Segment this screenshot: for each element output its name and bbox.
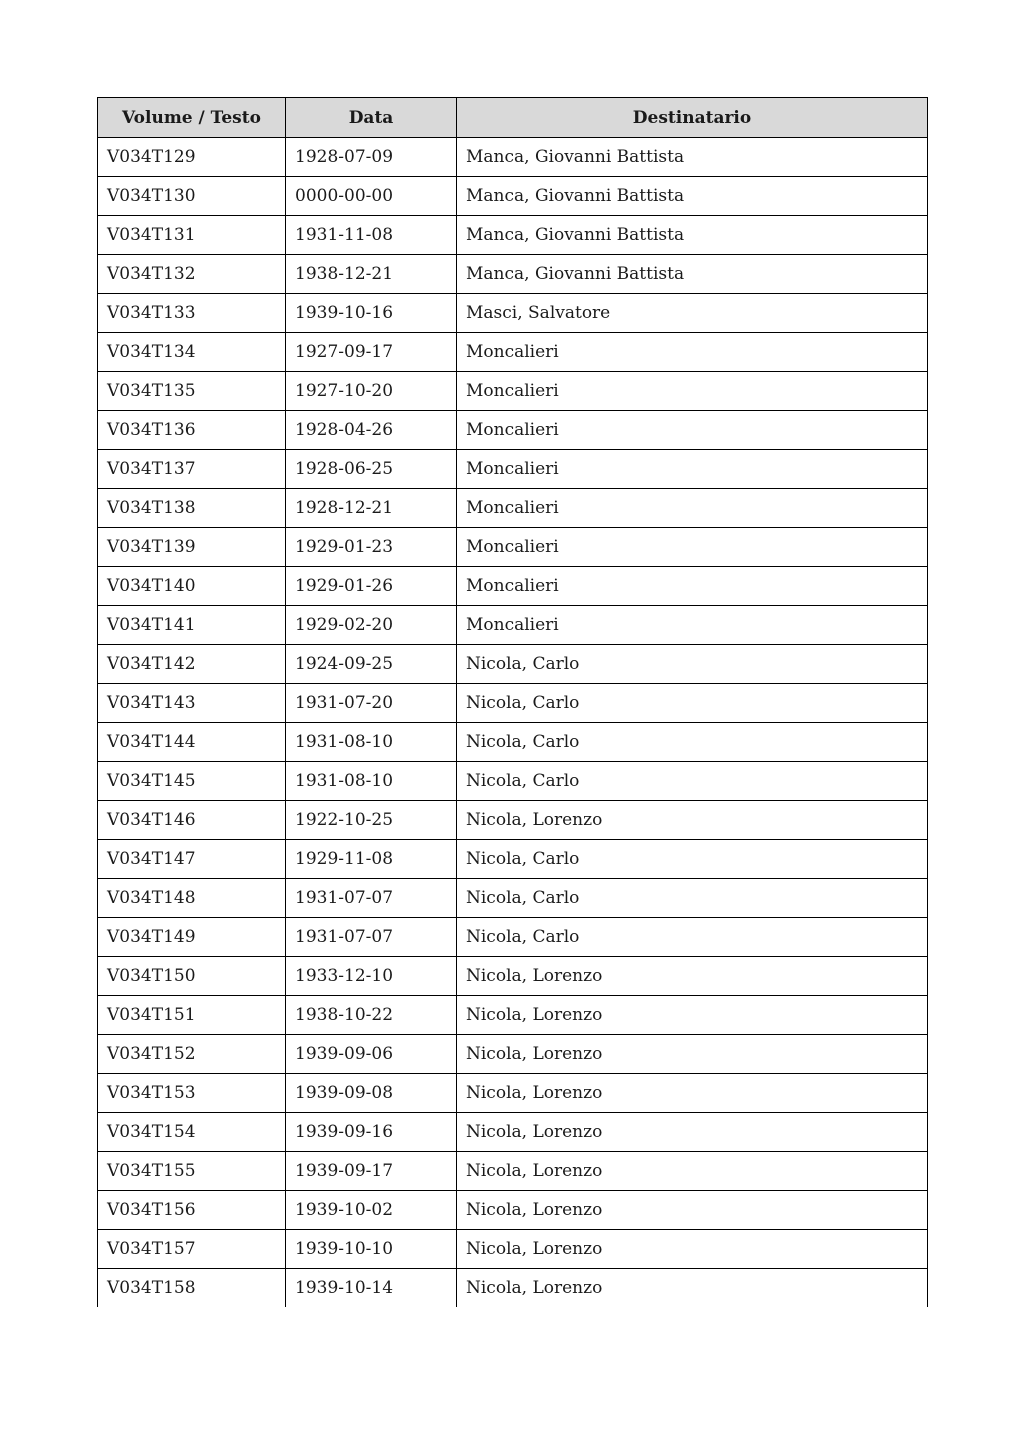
cell-data: 1939-10-16 [286, 294, 457, 333]
cell-destinatario: Moncalieri [457, 606, 928, 645]
cell-destinatario: Nicola, Carlo [457, 762, 928, 801]
cell-destinatario: Moncalieri [457, 372, 928, 411]
table-row [98, 684, 928, 723]
cell-data: 1939-09-16 [286, 1113, 457, 1152]
cell-destinatario: Nicola, Lorenzo [457, 996, 928, 1035]
cell-volume-testo: V034T153 [98, 1074, 286, 1113]
cell-volume-testo: V034T149 [98, 918, 286, 957]
table-row [98, 372, 928, 411]
table-row [98, 1269, 928, 1308]
cell-volume-testo: V034T155 [98, 1152, 286, 1191]
column-header-destinatario: Destinatario [457, 98, 928, 138]
cell-volume-testo: V034T140 [98, 567, 286, 606]
cell-destinatario: Nicola, Lorenzo [457, 1074, 928, 1113]
cell-data: 1931-08-10 [286, 762, 457, 801]
cell-data: 1939-10-14 [286, 1269, 457, 1308]
table-row [98, 1113, 928, 1152]
cell-destinatario: Nicola, Lorenzo [457, 1269, 928, 1308]
cell-destinatario: Moncalieri [457, 450, 928, 489]
cell-data: 1939-09-08 [286, 1074, 457, 1113]
cell-data: 1939-09-06 [286, 1035, 457, 1074]
cell-data: 1928-07-09 [286, 138, 457, 177]
cell-volume-testo: V034T157 [98, 1230, 286, 1269]
cell-volume-testo: V034T154 [98, 1113, 286, 1152]
table-row [98, 723, 928, 762]
cell-volume-testo: V034T158 [98, 1269, 286, 1308]
cell-volume-testo: V034T151 [98, 996, 286, 1035]
cell-data: 1939-09-17 [286, 1152, 457, 1191]
cell-data: 1928-04-26 [286, 411, 457, 450]
cell-destinatario: Manca, Giovanni Battista [457, 216, 928, 255]
cell-volume-testo: V034T138 [98, 489, 286, 528]
table-row [98, 489, 928, 528]
table-row [98, 1152, 928, 1191]
cell-volume-testo: V034T145 [98, 762, 286, 801]
cell-volume-testo: V034T134 [98, 333, 286, 372]
cell-destinatario: Nicola, Lorenzo [457, 1230, 928, 1269]
cell-volume-testo: V034T137 [98, 450, 286, 489]
table-row [98, 606, 928, 645]
cell-volume-testo: V034T150 [98, 957, 286, 996]
cell-data: 1929-01-23 [286, 528, 457, 567]
cell-volume-testo: V034T141 [98, 606, 286, 645]
table-row [98, 762, 928, 801]
cell-destinatario: Moncalieri [457, 411, 928, 450]
cell-data: 1931-11-08 [286, 216, 457, 255]
cell-volume-testo: V034T135 [98, 372, 286, 411]
cell-volume-testo: V034T142 [98, 645, 286, 684]
cell-data: 1927-10-20 [286, 372, 457, 411]
cell-destinatario: Manca, Giovanni Battista [457, 255, 928, 294]
cell-data: 1938-10-22 [286, 996, 457, 1035]
cell-destinatario: Moncalieri [457, 528, 928, 567]
table-row [98, 1074, 928, 1113]
table-row [98, 528, 928, 567]
cell-data: 1938-12-21 [286, 255, 457, 294]
cell-data: 1922-10-25 [286, 801, 457, 840]
cell-destinatario: Manca, Giovanni Battista [457, 177, 928, 216]
table-row [98, 645, 928, 684]
cell-volume-testo: V034T156 [98, 1191, 286, 1230]
cell-destinatario: Nicola, Lorenzo [457, 1191, 928, 1230]
cell-volume-testo: V034T131 [98, 216, 286, 255]
table-row [98, 918, 928, 957]
cell-data: 1933-12-10 [286, 957, 457, 996]
table-row [98, 879, 928, 918]
cell-data: 1929-02-20 [286, 606, 457, 645]
table-row [98, 450, 928, 489]
cell-volume-testo: V034T148 [98, 879, 286, 918]
cell-data: 1939-10-10 [286, 1230, 457, 1269]
cell-destinatario: Moncalieri [457, 333, 928, 372]
table-row [98, 333, 928, 372]
cell-destinatario: Nicola, Lorenzo [457, 957, 928, 996]
table-row [98, 1191, 928, 1230]
cell-destinatario: Nicola, Carlo [457, 879, 928, 918]
table-row [98, 840, 928, 879]
cell-volume-testo: V034T136 [98, 411, 286, 450]
table-row [98, 216, 928, 255]
table-row [98, 801, 928, 840]
table-row [98, 567, 928, 606]
cell-data: 1931-07-07 [286, 918, 457, 957]
cell-data: 1928-12-21 [286, 489, 457, 528]
cell-data: 1931-07-07 [286, 879, 457, 918]
cell-volume-testo: V034T152 [98, 1035, 286, 1074]
cell-data: 1924-09-25 [286, 645, 457, 684]
column-header-data: Data [286, 98, 457, 138]
cell-destinatario: Nicola, Carlo [457, 918, 928, 957]
cell-destinatario: Masci, Salvatore [457, 294, 928, 333]
table-row [98, 255, 928, 294]
cell-destinatario: Nicola, Carlo [457, 645, 928, 684]
column-header-volume-testo: Volume / Testo [98, 98, 286, 138]
cell-destinatario: Nicola, Lorenzo [457, 1113, 928, 1152]
table-row [98, 138, 928, 177]
table-row [98, 996, 928, 1035]
cell-volume-testo: V034T130 [98, 177, 286, 216]
table-body [98, 138, 928, 1308]
cell-data: 0000-00-00 [286, 177, 457, 216]
cell-destinatario: Nicola, Lorenzo [457, 801, 928, 840]
table-row [98, 1035, 928, 1074]
table-header [98, 98, 928, 138]
cell-destinatario: Nicola, Lorenzo [457, 1152, 928, 1191]
cell-volume-testo: V034T132 [98, 255, 286, 294]
cell-destinatario: Nicola, Carlo [457, 840, 928, 879]
letters-table [97, 97, 928, 1307]
cell-destinatario: Moncalieri [457, 567, 928, 606]
cell-destinatario: Manca, Giovanni Battista [457, 138, 928, 177]
cell-destinatario: Moncalieri [457, 489, 928, 528]
cell-data: 1931-08-10 [286, 723, 457, 762]
cell-data: 1928-06-25 [286, 450, 457, 489]
cell-data: 1927-09-17 [286, 333, 457, 372]
cell-volume-testo: V034T147 [98, 840, 286, 879]
table-row [98, 294, 928, 333]
cell-data: 1931-07-20 [286, 684, 457, 723]
cell-destinatario: Nicola, Carlo [457, 684, 928, 723]
cell-data: 1929-11-08 [286, 840, 457, 879]
cell-volume-testo: V034T133 [98, 294, 286, 333]
table-row [98, 411, 928, 450]
table-row [98, 177, 928, 216]
cell-data: 1929-01-26 [286, 567, 457, 606]
cell-destinatario: Nicola, Lorenzo [457, 1035, 928, 1074]
table-row [98, 1230, 928, 1269]
cell-volume-testo: V034T143 [98, 684, 286, 723]
cell-volume-testo: V034T144 [98, 723, 286, 762]
cell-volume-testo: V034T139 [98, 528, 286, 567]
header-row [98, 98, 928, 138]
cell-destinatario: Nicola, Carlo [457, 723, 928, 762]
cell-volume-testo: V034T146 [98, 801, 286, 840]
cell-data: 1939-10-02 [286, 1191, 457, 1230]
table-row [98, 957, 928, 996]
cell-volume-testo: V034T129 [98, 138, 286, 177]
